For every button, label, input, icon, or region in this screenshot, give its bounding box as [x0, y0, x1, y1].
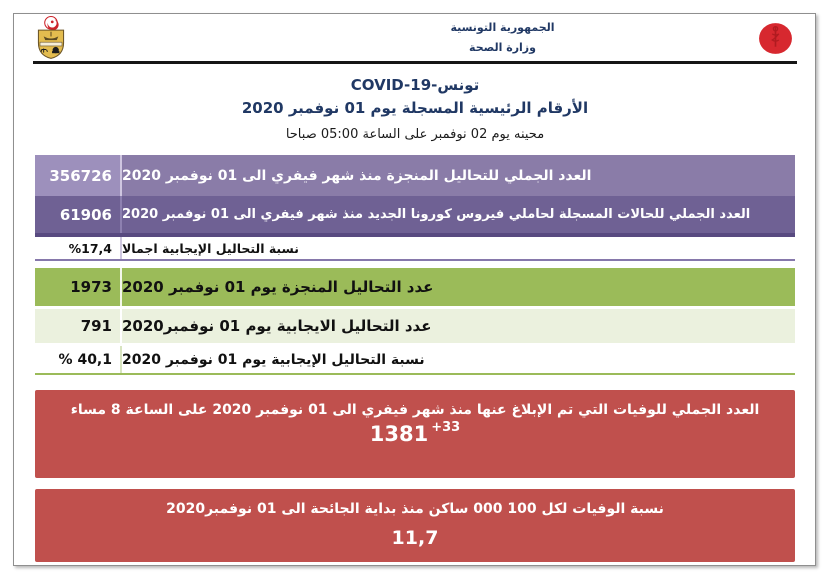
total-tests-value: 356726	[35, 155, 120, 196]
daily-positivity-value: % 40,1	[58, 351, 112, 368]
updated-timestamp: محينه يوم 02 نوفمبر على الساعة 05:00 صباحا	[285, 127, 545, 142]
table-row-daily-tests	[35, 268, 795, 306]
overall-positivity-value: %17,4	[68, 240, 112, 256]
tunisia-coat-of-arms-icon	[35, 16, 67, 64]
header-divider	[33, 61, 797, 64]
mortality-rate-block	[35, 489, 795, 562]
total-cases-label: العدد الجملي للحالات المسجلة لحاملي فيروس كورونا الجديد منذ شهر فيفري الى 01 نوفمبر 2020	[120, 196, 795, 233]
table-row-total-cases	[35, 196, 795, 233]
deaths-delta-badge: +33	[431, 420, 461, 435]
page-title: تونس-COVID-19	[350, 76, 480, 94]
deaths-total-value: 1381	[369, 422, 429, 446]
mortality-rate-title: نسبة الوفيات لكل 100 000 ساكن منذ بداية الجائحة الى 01 نوفمبر2020	[166, 501, 664, 517]
ministry-title: وزارة الصحة	[469, 41, 536, 54]
deaths-total	[35, 422, 795, 446]
republic-title: الجمهورية التونسية	[450, 21, 555, 34]
daily-tests-label: عدد التحاليل المنجزة يوم 01 نوفمبر 2020	[120, 268, 795, 306]
total-tests-label: العدد الجملي للتحاليل المنجزة منذ شهر فيفري الى 01 نوفمبر 2020	[120, 155, 795, 196]
overall-positivity-label: نسبة التحاليل الإيجابية اجمالا	[120, 237, 795, 259]
total-cases-value: 61906	[59, 205, 112, 224]
daily-positive-value: 791	[80, 317, 112, 335]
deaths-title: العدد الجملي للوفيات التي تم الإبلاغ عنها منذ شهر فيفري الى 01 نوفمبر 2020 على الساعة 8 مساء	[70, 402, 760, 418]
table-row-daily-positivity	[35, 346, 795, 375]
government-header	[380, 22, 625, 53]
ministry-of-health-logo-icon	[757, 21, 794, 60]
table-row-total-tests	[35, 155, 795, 196]
table-row-overall-positivity	[35, 237, 795, 261]
deaths-block	[35, 390, 795, 478]
table-row-daily-positive	[35, 309, 795, 343]
daily-positivity-label: نسبة التحاليل الإيجابية يوم 01 نوفمبر 2020	[120, 346, 795, 373]
daily-tests-value: 1973	[70, 278, 112, 296]
daily-positive-label: عدد التحاليل الايجابية يوم 01 نوفمبر2020	[120, 309, 795, 343]
page-subtitle: الأرقام الرئيسية المسجلة يوم 01 نوفمبر 2020	[241, 99, 589, 117]
mortality-rate-value: 11,7	[391, 527, 439, 549]
